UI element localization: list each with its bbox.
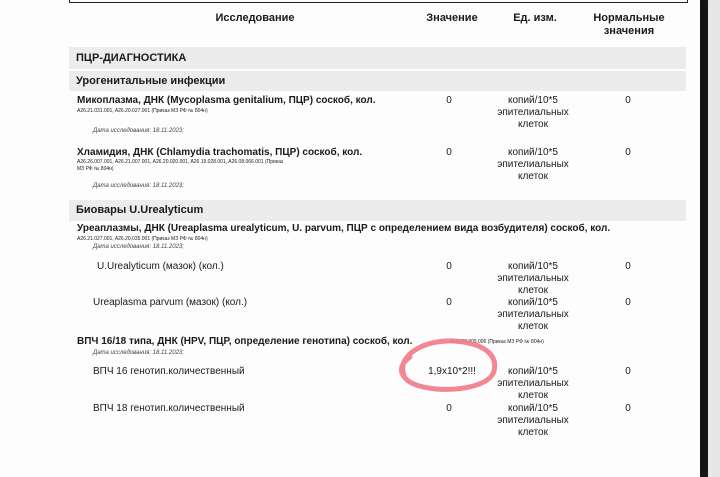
hpv18-name: ВПЧ 18 генотип.количественный — [93, 403, 245, 414]
chlamydia-date: Дата исследования: 18.11.2023; — [93, 183, 184, 189]
hpv18-value: 0 — [446, 403, 452, 414]
header-study: Исследование — [215, 12, 295, 24]
ureaplasma-date: Дата исследования: 18.11.2023; — [93, 244, 184, 250]
urealyticum-name: U.Urealyticum (мазок) (кол.) — [97, 261, 224, 272]
hpv16-unit: копий/10*5 эпителиальных клеток — [497, 366, 569, 401]
parvum-name: Ureaplasma parvum (мазок) (кол.) — [93, 297, 248, 308]
hpv16-name: ВПЧ 16 генотип.количественный — [93, 366, 245, 377]
mycoplasma-name: Микоплазма, ДНК (Mycoplasma genitalium, ПЦР) соскоб, кол. — [77, 95, 376, 106]
hpv18-unit: копий/10*5 эпителиальных клеток — [497, 403, 569, 438]
parvum-unit: копий/10*5 эпителиальных клеток — [497, 297, 569, 332]
group2-band — [69, 200, 686, 221]
parvum-norm: 0 — [625, 297, 631, 308]
mycoplasma-norm: 0 — [625, 95, 631, 106]
chlamydia-codes: A26.26.007.001, A26.21.007.001, A26.20.020.001, A26.19.028.001, A26.08.066.001 (Приказ — [77, 159, 284, 165]
group2-title: Биовары U.Urealyticum — [76, 204, 204, 216]
section-band — [69, 47, 686, 69]
urealyticum-norm: 0 — [625, 261, 631, 272]
highlight-circle-annotation — [396, 335, 500, 393]
ureaplasma-name: Уреаплазмы, ДНК (Ureaplasma urealyticum, U. parvum, ПЦР с определением вида возбудителя) соскоб, кол. — [77, 223, 611, 234]
group1-title: Урогенитальные инфекции — [76, 75, 226, 87]
chlamydia-name: Хламидия, ДНК (Chlamydia trachomatis, ПЦР) соскоб, кол. — [77, 147, 363, 158]
urealyticum-value: 0 — [446, 261, 452, 272]
previous-table-edge — [69, 0, 688, 3]
header-norm — [584, 12, 674, 38]
mycoplasma-unit: копий/10*5 эпителиальных клеток — [497, 95, 569, 130]
hpv-date: Дата исследования: 18.11.2023; — [93, 350, 184, 356]
header-value: Значение — [426, 12, 478, 24]
hpv16-value: 1,9x10*2!!! — [428, 366, 476, 377]
chlamydia-norm: 0 — [625, 147, 631, 158]
chlamydia-value: 0 — [446, 147, 452, 158]
header-norm-line2: значения — [603, 25, 655, 37]
mycoplasma-codes: A26.21.031.001, A26.20.027.001 (Приказ МЗ РФ № 804н) — [77, 108, 208, 114]
mycoplasma-value: 0 — [446, 95, 452, 106]
chlamydia-unit: копий/10*5 эпителиальных клеток — [497, 147, 569, 182]
hpv18-norm: 0 — [625, 403, 631, 414]
hpv-name: ВПЧ 16/18 типа, ДНК (HPV, ПЦР, определение генотипа) соскоб, кол. — [77, 336, 413, 347]
parvum-value: 0 — [446, 297, 452, 308]
chlamydia-codes-2: МЗ РФ № 804н) — [77, 166, 114, 172]
group1-band — [69, 71, 686, 91]
hpv16-norm: 0 — [625, 366, 631, 377]
header-norm-line1: Нормальные — [593, 12, 665, 24]
urealyticum-unit: копий/10*5 эпителиальных клеток — [497, 261, 569, 296]
section-title: ПЦР-ДИАГНОСТИКА — [76, 52, 187, 64]
background-edge — [708, 0, 720, 477]
ureaplasma-codes: A26.21.027.001, A26.20.035.001 (Приказ МЗ РФ № 804н) — [77, 236, 208, 242]
mycoplasma-date: Дата исследования: 18.11.2023; — [93, 128, 184, 134]
header-unit: Ед. изм. — [513, 12, 557, 24]
hpv-codes: A26.20.009.006 (Приказ МЗ РФ № 804н) — [451, 339, 544, 345]
